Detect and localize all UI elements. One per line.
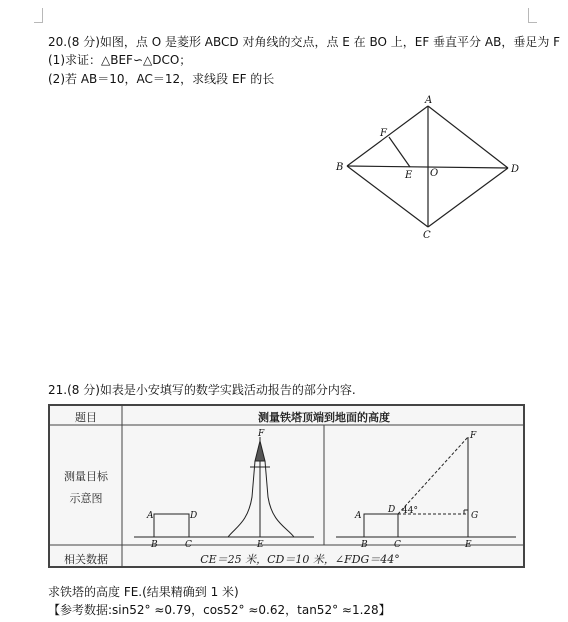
table-header-topic: 题目 — [75, 411, 97, 424]
question-20-part-1: (1)求证：△BEF∽△DCO； — [48, 53, 192, 67]
label-A: A — [425, 95, 433, 106]
label-E: E — [405, 170, 413, 181]
right-label-G: G — [471, 511, 479, 521]
left-label-E: E — [257, 540, 264, 550]
segment-EF — [389, 137, 410, 167]
label-O: O — [430, 168, 439, 179]
left-label-A: A — [147, 511, 154, 521]
tower-schematic-left — [124, 427, 324, 550]
question-20-part-2: (2)若 AB＝10，AC＝12，求线段 EF 的长 — [48, 72, 275, 86]
right-label-E: E — [465, 540, 472, 550]
label-D: D — [511, 164, 520, 175]
question-20-title: 20.(8 分)如图，点 O 是菱形 ABCD 对角线的交点，点 E 在 BO 上，EF 垂直平分 AB，垂足为 F — [48, 35, 561, 49]
label-B: B — [336, 162, 344, 173]
side-AD — [428, 106, 508, 168]
right-label-F: F — [470, 431, 477, 441]
table-header-data: 相关数据 — [64, 553, 108, 566]
right-label-angle: 44° — [402, 506, 418, 516]
label-F: F — [380, 128, 387, 139]
right-label-A: A — [355, 511, 362, 521]
left-label-D: D — [190, 511, 198, 521]
question-21-reference-data: 【参考数据:sin52° ≈0.79，cos52° ≈0.62，tan52° ≈1.28】 — [48, 603, 391, 617]
table-header-diagram-line2: 示意图 — [69, 492, 103, 505]
table-header-diagram-line1: 测量目标 — [64, 470, 108, 483]
table-topic-value: 测量铁塔顶端到地面的高度 — [258, 411, 390, 424]
table-data-value: CE＝25 米，CD＝10 米，∠FDG＝44° — [200, 553, 400, 566]
measurement-schematic-right — [326, 427, 524, 550]
right-label-C: C — [394, 540, 401, 550]
right-label-B: B — [361, 540, 368, 550]
rhombus-diagram — [0, 0, 568, 300]
left-label-F: F — [258, 429, 265, 439]
question-21-title: 21.(8 分)如表是小安填写的数学实践活动报告的部分内容. — [48, 383, 356, 397]
side-DC — [428, 168, 508, 227]
left-label-B: B — [151, 540, 158, 550]
question-21-ask: 求铁塔的高度 FE.(结果精确到 1 米) — [48, 585, 239, 599]
report-table — [48, 404, 525, 568]
right-label-D: D — [388, 505, 396, 515]
label-C: C — [423, 230, 431, 241]
side-AB — [347, 106, 428, 166]
left-label-C: C — [185, 540, 192, 550]
side-CB — [347, 166, 428, 227]
